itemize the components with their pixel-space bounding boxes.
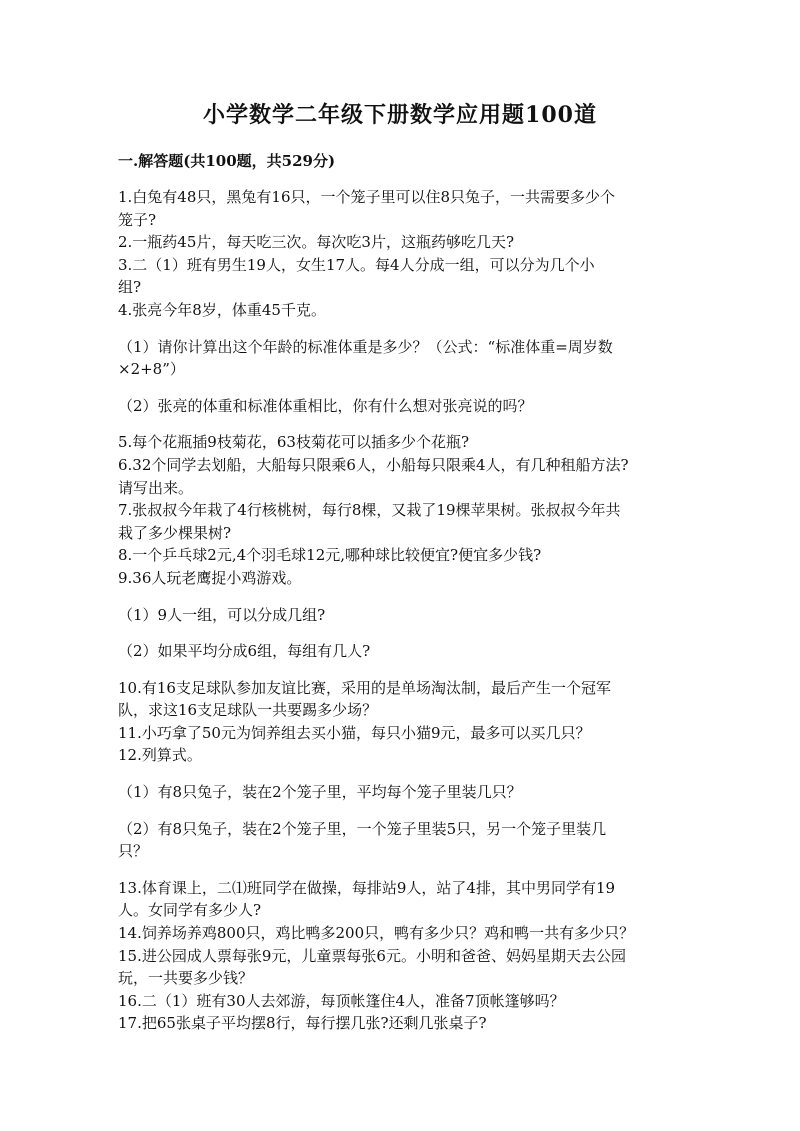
- text-line: 13.体育课上，二⑴班同学在做操，每排站9人，站了4排，其中男同学有19: [118, 878, 616, 897]
- text-line: （2）如果平均分成6组，每组有几人?: [118, 642, 371, 661]
- text-line: 12.列算式。: [118, 746, 202, 765]
- text-line: 人。女同学有多少人?: [118, 901, 262, 920]
- text-line: （1）有8只兔子，装在2个笼子里，平均每个笼子里装几只？: [118, 783, 522, 802]
- question-list: [118, 186, 698, 1035]
- text-line: 2.一瓶药45片，每天吃三次。每次吃3片，这瓶药够吃几天?: [118, 233, 514, 252]
- text-line: （2）有8只兔子，装在2个笼子里，一个笼子里装5只，另一个笼子里装几: [118, 819, 607, 838]
- paragraph-gap: [118, 590, 698, 604]
- text-line: 15.进公园成人票每张9元，儿童票每张6元。小明和爸爸、妈妈星期天去公园: [118, 946, 626, 965]
- text-line: 队，求这16支足球队一共要踢多少场？: [118, 701, 378, 720]
- text-line: （1）请你计算出这个年龄的标准体重是多少？（公式：“标准体重=周岁数: [118, 337, 613, 356]
- text-line: 17.把65张桌子平均摆8行，每行摆几张?还剩几张桌子?: [118, 1014, 487, 1033]
- page-title: 小学数学二年级下册数学应用题100道: [203, 102, 597, 128]
- text-line: 6.32个同学去划船，大船每只限乘6人，小船每只限乘4人，有几种租船方法?: [118, 455, 629, 474]
- text-line: 1.白兔有48只，黑兔有16只，一个笼子里可以住8只兔子，一共需要多少个: [118, 188, 616, 206]
- text-line: 5.每个花瓶插9枝菊花，63枝菊花可以插多少个花瓶?: [118, 433, 469, 452]
- text-line: 笼子?: [118, 210, 157, 229]
- text-line: 玩，一共要多少钱？: [118, 969, 254, 988]
- text-line: 8.一个乒乓球2元,4个羽毛球12元,哪种球比较便宜?便宜多少钱?: [118, 546, 542, 565]
- text-line: 9.36人玩老鹰捉小鸡游戏。: [118, 568, 302, 587]
- paragraph-gap: [118, 381, 698, 395]
- paragraph-gap: [118, 626, 698, 640]
- text-line: （1）9人一组，可以分成几组?: [118, 605, 326, 624]
- text-line: 14.饲养场养鸡800只，鸡比鸭多200只，鸭有多少只？鸡和鸭一共有多少只？: [118, 924, 635, 943]
- text-line: （2）张亮的体重和标准体重相比，你有什么想对张亮说的吗？: [118, 396, 533, 415]
- text-line: ×2+8”）: [118, 360, 185, 379]
- paragraph-gap: [118, 417, 698, 431]
- text-line: 栽了多少棵果树?: [118, 523, 232, 542]
- text-line: 11.小巧拿了50元为饲养组去买小猫，每只小猫9元，最多可以买几只？: [118, 723, 591, 742]
- paragraph-gap: [118, 863, 698, 877]
- paragraph-gap: [118, 322, 698, 336]
- section-heading: 一.解答题(共100题，共529分): [118, 152, 336, 170]
- text-line: 只？: [118, 842, 149, 861]
- text-line: 3.二（1）班有男生19人，女生17人。每4人分成一组，可以分为几个小: [118, 255, 595, 274]
- text-line: 7.张叔叔今年栽了4行核桃树，每行8棵，又栽了19棵苹果树。张叔叔今年共: [118, 501, 621, 520]
- text-line: 4.张亮今年8岁，体重45千克。: [118, 300, 326, 319]
- text-line: 请写出来。: [118, 478, 194, 497]
- paragraph-gap: [118, 767, 698, 781]
- text-line: 16.二（1）班有30人去郊游，每顶帐篷住4人，准备7顶帐篷够吗？: [118, 991, 565, 1010]
- text-line: 10.有16支足球队参加友谊比赛，采用的是单场淘汰制，最后产生一个冠军: [118, 678, 611, 697]
- paragraph-gap: [118, 663, 698, 677]
- text-line: 组?: [118, 278, 142, 297]
- paragraph-gap: [118, 804, 698, 818]
